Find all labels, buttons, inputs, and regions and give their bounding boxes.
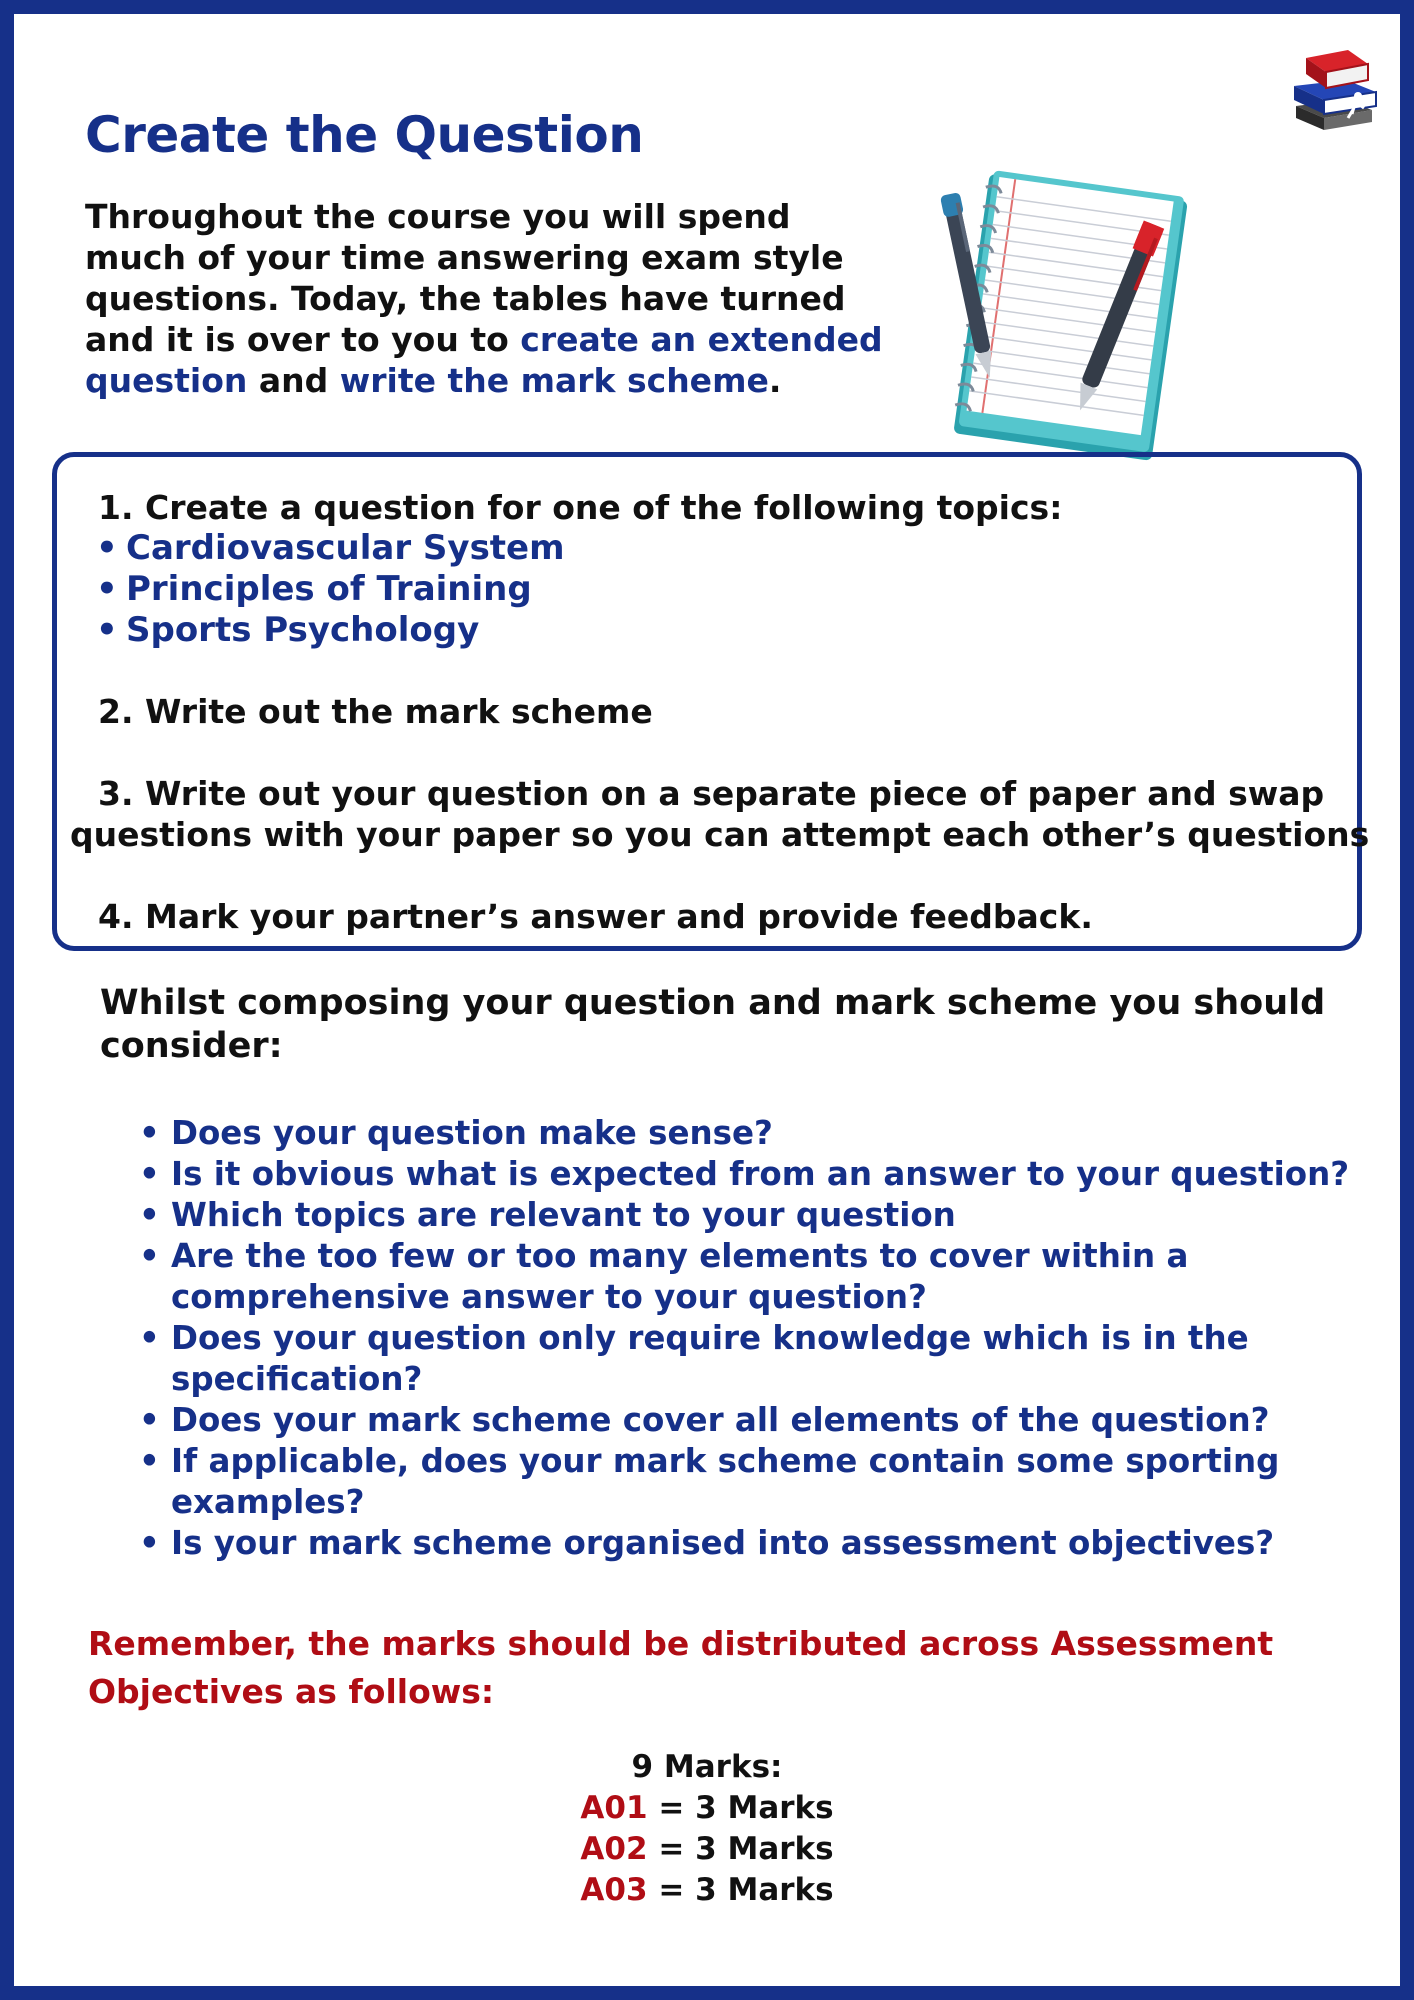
consider-item [129, 1523, 1369, 1564]
ao-value: = 3 Marks [647, 1790, 834, 1826]
consider-item-text: Is it obvious what is expected from an answer to your question? [171, 1155, 1350, 1193]
step-1-text: 1. Create a question for one of the following topics: [98, 488, 1063, 527]
marks-row-a02 [14, 1829, 1400, 1870]
consider-item-text: Are the too few or too many elements to cover within a comprehensive answer to your question? [171, 1237, 1189, 1316]
step-2-text: 2. Write out the mark scheme [98, 692, 653, 731]
intro-highlight-question: create an extended question [85, 320, 883, 400]
bullet-icon: • [139, 1319, 160, 1357]
consider-item [129, 1318, 1369, 1400]
consider-item-text: Does your mark scheme cover all elements of the question? [171, 1401, 1270, 1439]
marks-total: 9 Marks: [631, 1749, 783, 1785]
marks-row-a03 [14, 1870, 1400, 1911]
intro-paragraph [85, 196, 885, 401]
consider-item-text: Does your question make sense? [171, 1114, 773, 1152]
intro-text: Throughout the course you will spend much of your time answering exam style questions. Today, the tables have turned and it is over to you to [85, 197, 846, 359]
step-4-text: 4. Mark your partner’s answer and provide feedback. [98, 897, 1093, 936]
ao-value: = 3 Marks [647, 1872, 834, 1908]
consider-item [129, 1154, 1369, 1195]
topic-item-training [96, 569, 565, 610]
consider-item-text: Is your mark scheme organised into assessment objectives? [171, 1524, 1275, 1562]
topic-item-psychology [96, 610, 565, 651]
bullet-icon: • [139, 1155, 160, 1193]
bullet-icon: • [139, 1442, 160, 1480]
consider-item [129, 1441, 1369, 1523]
bullet-icon: • [139, 1524, 160, 1562]
page-title: Create the Question [85, 106, 644, 164]
considerations-heading: Whilst composing your question and mark scheme you should consider: [100, 983, 1326, 1066]
topic-item-cardiovascular [96, 528, 565, 569]
marks-distribution [14, 1747, 1400, 1911]
consider-item-text: Which topics are relevant to your question [171, 1196, 956, 1234]
consider-item [129, 1400, 1369, 1441]
considerations-list [129, 1113, 1369, 1564]
topic-label: Sports Psychology [126, 610, 480, 650]
topic-label: Cardiovascular System [126, 528, 565, 568]
consider-item [129, 1236, 1369, 1318]
ao-code: A01 [580, 1790, 648, 1826]
books-logo-icon [1286, 44, 1382, 148]
topic-list [96, 528, 565, 651]
bullet-icon: • [96, 528, 118, 568]
bullet-icon: • [139, 1237, 160, 1275]
marks-row-a01 [14, 1788, 1400, 1829]
ao-code: A02 [580, 1831, 648, 1867]
bullet-icon: • [139, 1114, 160, 1152]
consider-item-text: If applicable, does your mark scheme contain some sporting examples? [171, 1442, 1280, 1521]
bullet-icon: • [96, 569, 118, 609]
topic-label: Principles of Training [126, 569, 532, 609]
ao-code: A03 [580, 1872, 648, 1908]
step-3-text-line1: 3. Write out your question on a separate piece of paper and swap [98, 774, 1325, 813]
bullet-icon: • [139, 1401, 160, 1439]
reminder-text: Remember, the marks should be distributed across Assessment Objectives as follows: [88, 1624, 1274, 1711]
ao-value: = 3 Marks [647, 1831, 834, 1867]
intro-highlight-markscheme: write the mark scheme [339, 361, 769, 400]
intro-join: and [247, 361, 340, 400]
step-3-text-line2: questions with your paper so you can attempt each other’s questions [70, 815, 1370, 854]
consider-item-text: Does your question only require knowledge which is in the specification? [171, 1319, 1249, 1398]
consider-item [129, 1195, 1369, 1236]
notebook-pens-illustration [939, 164, 1199, 464]
bullet-icon: • [139, 1196, 160, 1234]
consider-item [129, 1113, 1369, 1154]
intro-end: . [768, 361, 782, 400]
bullet-icon: • [96, 610, 118, 650]
